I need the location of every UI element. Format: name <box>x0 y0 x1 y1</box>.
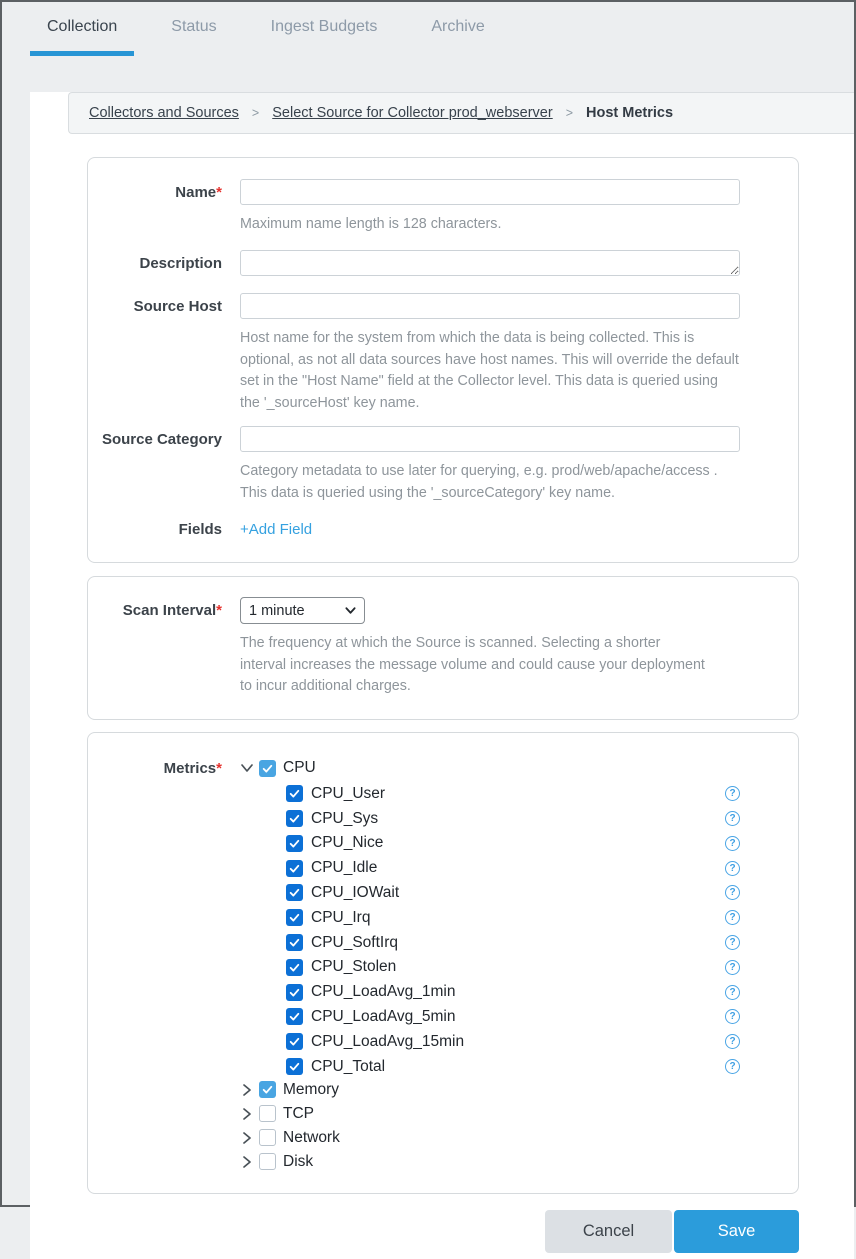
metric-label: CPU_Sys <box>311 809 379 827</box>
chevron-right-icon[interactable] <box>240 1083 254 1097</box>
help-icon[interactable]: ? <box>725 1059 740 1074</box>
breadcrumb-separator: > <box>251 106 260 120</box>
action-button-row <box>87 1210 799 1253</box>
scan-interval-label: Scan Interval* <box>122 602 222 620</box>
metric-row <box>286 1005 740 1030</box>
chevron-down-icon[interactable] <box>240 761 254 775</box>
metric-label: CPU_IOWait <box>311 883 400 901</box>
help-icon[interactable]: ? <box>725 935 740 950</box>
breadcrumb-separator: > <box>565 106 574 120</box>
help-icon[interactable]: ? <box>725 910 740 925</box>
metric-group-checkbox-disk[interactable] <box>259 1153 276 1170</box>
metric-checkbox-cpu_loadavg_1min[interactable] <box>286 984 303 1001</box>
metric-label: CPU_LoadAvg_15min <box>311 1032 465 1050</box>
metric-group-row <box>240 757 748 779</box>
help-icon[interactable]: ? <box>725 885 740 900</box>
metric-label: CPU_LoadAvg_1min <box>311 983 456 1001</box>
metric-checkbox-cpu_stolen[interactable] <box>286 959 303 976</box>
metric-row <box>286 1029 740 1054</box>
source-category-input[interactable] <box>240 426 740 452</box>
metric-row <box>286 955 740 980</box>
source-category-row <box>88 426 798 504</box>
metric-label: CPU_Stolen <box>311 958 397 976</box>
scan-interval-select[interactable] <box>240 597 365 624</box>
main-panel <box>30 92 854 1259</box>
chevron-right-icon[interactable] <box>240 1131 254 1145</box>
help-icon[interactable]: ? <box>725 985 740 1000</box>
fields-label: Fields <box>178 521 222 539</box>
metric-label: CPU_Nice <box>311 834 384 852</box>
help-icon[interactable]: ? <box>725 836 740 851</box>
metric-checkbox-cpu_user[interactable] <box>286 785 303 802</box>
metric-row <box>286 806 740 831</box>
metric-row <box>286 781 740 806</box>
metric-row <box>286 905 740 930</box>
metric-group-row <box>240 1127 748 1149</box>
metrics-card <box>87 732 799 1194</box>
breadcrumb-link[interactable]: Select Source for Collector prod_webserver <box>272 105 553 121</box>
required-asterisk: * <box>216 184 222 201</box>
metric-group-label: Network <box>283 1128 340 1146</box>
add-field-link[interactable]: +Add Field <box>240 521 313 539</box>
metric-checkbox-cpu_loadavg_5min[interactable] <box>286 1008 303 1025</box>
breadcrumb-link[interactable]: Collectors and Sources <box>89 105 239 121</box>
scan-interval-card <box>87 576 799 720</box>
help-icon[interactable]: ? <box>725 811 740 826</box>
tab-bar <box>2 2 854 56</box>
metrics-tree <box>240 755 748 1175</box>
help-icon[interactable]: ? <box>725 861 740 876</box>
metric-checkbox-cpu_sys[interactable] <box>286 810 303 827</box>
metric-row <box>286 1054 740 1079</box>
metrics-label: Metrics* <box>163 760 222 778</box>
description-input[interactable] <box>240 250 740 276</box>
scan-interval-help-text: The frequency at which the Source is scanned. Selecting a shorter interval increases the message volume and could cause your deployment to incur additional charges. <box>240 635 705 694</box>
name-label: Name* <box>175 184 222 201</box>
metric-checkbox-cpu_iowait[interactable] <box>286 884 303 901</box>
metric-group-checkbox-memory[interactable] <box>259 1081 276 1098</box>
source-config-card <box>87 157 799 563</box>
source-host-input[interactable] <box>240 293 740 319</box>
tab-collection[interactable]: Collection <box>30 2 134 56</box>
required-asterisk: * <box>216 602 222 620</box>
metric-group-row <box>240 1103 748 1125</box>
metric-checkbox-cpu_irq[interactable] <box>286 909 303 926</box>
metric-label: CPU_Total <box>311 1057 386 1075</box>
description-label: Description <box>139 255 222 273</box>
name-input[interactable] <box>240 179 740 205</box>
tab-archive[interactable]: Archive <box>431 17 485 35</box>
breadcrumb <box>68 92 854 134</box>
metric-group-checkbox-cpu[interactable] <box>259 760 276 777</box>
metric-label: CPU_SoftIrq <box>311 933 399 951</box>
metric-checkbox-cpu_total[interactable] <box>286 1058 303 1075</box>
help-icon[interactable]: ? <box>725 786 740 801</box>
tab-ingest-budgets[interactable]: Ingest Budgets <box>270 17 378 35</box>
help-icon[interactable]: ? <box>725 1034 740 1049</box>
metric-row <box>286 856 740 881</box>
metric-group-checkbox-network[interactable] <box>259 1129 276 1146</box>
metric-checkbox-cpu_nice[interactable] <box>286 835 303 852</box>
chevron-right-icon[interactable] <box>240 1155 254 1169</box>
metric-group-checkbox-tcp[interactable] <box>259 1105 276 1122</box>
metric-label: CPU_Irq <box>311 908 371 926</box>
help-icon[interactable]: ? <box>725 960 740 975</box>
metric-group-row <box>240 1079 748 1101</box>
cancel-button[interactable]: Cancel <box>545 1210 672 1253</box>
scan-interval-row <box>88 597 798 697</box>
tab-status[interactable]: Status <box>171 17 217 35</box>
metric-group-label: CPU <box>283 759 316 777</box>
name-row <box>88 179 798 235</box>
metric-group-label: Memory <box>283 1080 339 1098</box>
breadcrumb-current: Host Metrics <box>586 105 674 121</box>
metric-checkbox-cpu_idle[interactable] <box>286 860 303 877</box>
metric-group-row <box>240 1151 748 1173</box>
name-help-text: Maximum name length is 128 characters. <box>240 216 502 232</box>
fields-row <box>88 516 798 539</box>
metric-group-label: Disk <box>283 1152 314 1170</box>
metric-row <box>286 980 740 1005</box>
description-row <box>88 250 798 281</box>
metric-row <box>286 831 740 856</box>
metric-checkbox-cpu_loadavg_15min[interactable] <box>286 1033 303 1050</box>
metric-label: CPU_LoadAvg_5min <box>311 1007 456 1025</box>
source-category-label: Source Category <box>101 431 222 449</box>
metric-checkbox-cpu_softirq[interactable] <box>286 934 303 951</box>
required-asterisk: * <box>216 760 222 778</box>
metric-group-label: TCP <box>283 1104 314 1122</box>
metric-label: CPU_User <box>311 784 386 802</box>
metric-row <box>286 881 740 906</box>
metric-label: CPU_Idle <box>311 859 378 877</box>
source-host-row <box>88 293 798 414</box>
source-host-label: Source Host <box>133 298 222 316</box>
save-button[interactable]: Save <box>674 1210 799 1253</box>
metric-row <box>286 930 740 955</box>
source-host-help-text: Host name for the system from which the data is being collected. This is optional, as not all data sources have host names. This will override the default set in the "Host Name" field at the Collector level. This data is queried using the '_sourceHost' key name. <box>240 330 739 411</box>
chevron-right-icon[interactable] <box>240 1107 254 1121</box>
help-icon[interactable]: ? <box>725 1009 740 1024</box>
source-category-help-text: Category metadata to use later for querying, e.g. prod/web/apache/access . This data is queried using the '_sourceCategory' key name. <box>240 463 718 501</box>
